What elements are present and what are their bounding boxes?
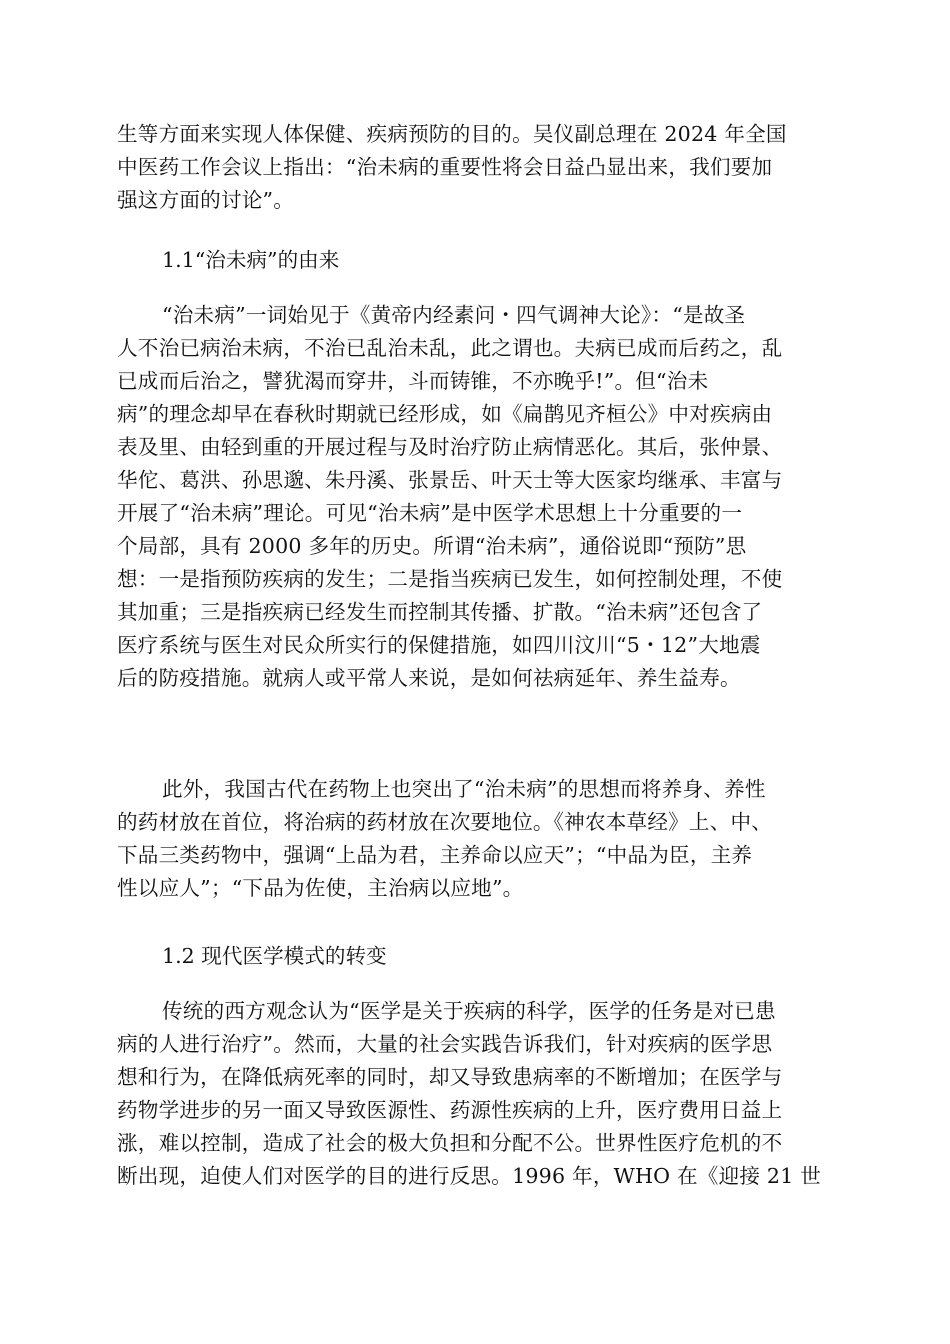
paragraph-1-1-a bbox=[117, 299, 833, 695]
paragraph-line: 病的人进行治疗”。然而，大量的社会实践告诉我们，针对疾病的医学思 bbox=[117, 1032, 773, 1056]
paragraph-line: 个局部，具有 2000 多年的历史。所谓“治未病”，通俗说即“预防”思 bbox=[117, 534, 747, 558]
paragraph-line: 病”的理念却早在春秋时期就已经形成，如《扁鹊见齐桓公》中对疾病由 bbox=[117, 402, 773, 426]
paragraph-line: 想：一是指预防疾病的发生；二是指当疾病已发生，如何控制处理，不使 bbox=[117, 567, 783, 591]
paragraph-line: 此外，我国古代在药物上也突出了“治未病”的思想而将养身、养性 bbox=[162, 777, 766, 801]
paragraph-line: 开展了“治未病”理论。可见“治未病”是中医学术思想上十分重要的一 bbox=[117, 501, 743, 525]
paragraph-line: 生等方面来实现人体保健、疾病预防的目的。吴仪副总理在 2024 年全国 bbox=[117, 122, 787, 146]
paragraph-line: 已成而后治之，譬犹渴而穿井，斗而铸锥，不亦晚乎!”。但“治未 bbox=[117, 369, 709, 393]
paragraph-line: 涨，难以控制，造成了社会的极大负担和分配不公。世界性医疗危机的不 bbox=[117, 1131, 783, 1155]
section-heading-1-2: 1.2 现代医学模式的转变 bbox=[162, 944, 387, 968]
paragraph-line: 表及里、由轻到重的开展过程与及时治疗防止病情恶化。其后，张仲景、 bbox=[117, 435, 783, 459]
paragraph-1-1-b bbox=[117, 773, 833, 905]
paragraph-line: 的药材放在首位，将治病的药材放在次要地位。《神农本草经》上、中、 bbox=[117, 810, 773, 834]
paragraph-line: 中医药工作会议上指出：“治未病的重要性将会日益凸显出来，我们要加 bbox=[117, 155, 773, 179]
paragraph-line: 断出现，迫使人们对医学的目的进行反思。1996 年，WHO 在《迎接 21 世 bbox=[117, 1164, 822, 1188]
paragraph-line: “治未病”一词始见于《黄帝内经素问・四气调神大论》：“是故圣 bbox=[162, 303, 746, 327]
paragraph-line: 性以应人”；“下品为佐使，主治病以应地”。 bbox=[117, 876, 524, 900]
paragraph-line: 其加重；三是指疾病已经发生而控制其传播、扩散。“治未病”还包含了 bbox=[117, 600, 763, 624]
paragraph-line: 下品三类药物中，强调“上品为君，主养命以应天”；“中品为臣，主养 bbox=[117, 843, 753, 867]
paragraph-line: 后的防疫措施。就病人或平常人来说，是如何祛病延年、养生益寿。 bbox=[117, 666, 741, 690]
section-heading-1-1: 1.1“治未病”的由来 bbox=[162, 248, 340, 272]
paragraph-line: 强这方面的讨论”。 bbox=[117, 188, 295, 212]
paragraph-line: 想和行为，在降低病死率的同时，却又导致患病率的不断增加；在医学与 bbox=[117, 1065, 783, 1089]
paragraph-line: 医疗系统与医生对民众所实行的保健措施，如四川汶川“5・12”大地震 bbox=[117, 633, 761, 657]
paragraph-1-2 bbox=[117, 995, 833, 1193]
paragraph-line: 华佗、葛洪、孙思邈、朱丹溪、张景岳、叶天士等大医家均继承、丰富与 bbox=[117, 468, 783, 492]
paragraph-intro bbox=[117, 118, 833, 217]
paragraph-line: 传统的西方观念认为“医学是关于疾病的科学，医学的任务是对已患 bbox=[162, 999, 776, 1023]
paragraph-line: 药物学进步的另一面又导致医源性、药源性疾病的上升，医疗费用日益上 bbox=[117, 1098, 783, 1122]
paragraph-line: 人不治已病治未病，不治已乱治未乱，此之谓也。夫病已成而后药之，乱 bbox=[117, 336, 783, 360]
